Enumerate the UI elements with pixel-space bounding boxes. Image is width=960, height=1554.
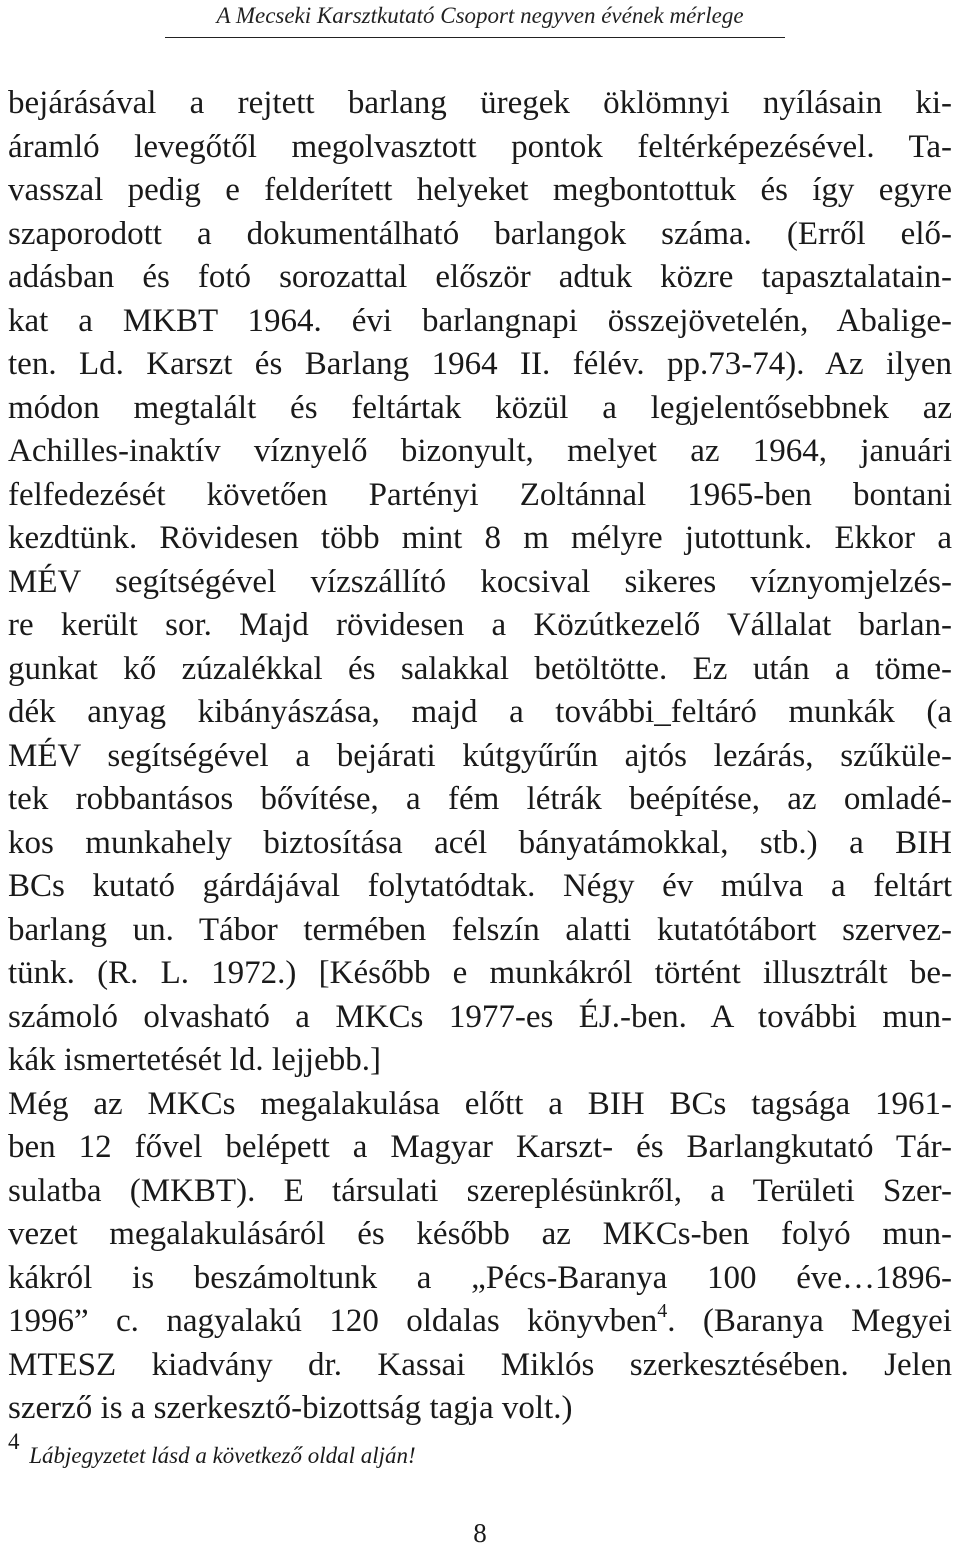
text-line: számoló olvasható a MKCs 1977-es ÉJ.-ben. A további mun- [8, 998, 952, 1035]
text-line: ten. Ld. Karszt és Barlang 1964 II. félév. pp.73-74). Az ilyen [8, 346, 952, 382]
footnote [8, 1429, 948, 1476]
text-segment: 1996” c. nagyalakú 120 oldalas könyvben [8, 1303, 658, 1339]
text-line: BCs kutató gárdájával folytatódtak. Négy év múlva a feltárt [8, 868, 952, 904]
text-line: Achilles-inaktív víznyelő bizonyult, melyet az 1964, januári [8, 433, 952, 469]
text-line: MÉV segítségével vízszállító kocsival sikeres víznyomjelzés- [8, 563, 952, 600]
text-line: MÉV segítségével a bejárati kútgyűrűn ajtós lezárás, szűküle- [8, 737, 952, 774]
running-header: A Mecseki Karsztkutató Csoport negyven évének mérlege [216, 3, 744, 28]
page-number: 8 [473, 1518, 487, 1548]
text-line: módon megtalált és feltártak közül a legjelentősebbnek az [8, 389, 952, 426]
text-line: ben 12 fővel belépett a Magyar Karszt- és Barlangkutató Tár- [8, 1129, 952, 1165]
footnote-mark: 4 [8, 1429, 20, 1454]
text-line: szaporodott a dokumentálható barlangok száma. (Erről elő- [8, 215, 952, 252]
footnote-text: Lábjegyzetet lásd a következő oldal alján! [29, 1443, 416, 1468]
text-line: MTESZ kiadvány dr. Kassai Miklós szerkesztésében. Jelen [8, 1346, 952, 1383]
text-line: vasszal pedig e felderített helyeket megbontottuk és így egyre [8, 172, 952, 208]
text-line: vezet megalakulásáról és később az MKCs-ben folyó mun- [8, 1216, 952, 1252]
text-line: adásban és fotó sorozattal először adtuk közre tapasztalatain- [8, 259, 952, 295]
text-line: dék anyag kibányászása, majd a további_feltáró munkák (a [8, 694, 952, 730]
text-line: kat a MKBT 1964. évi barlangnapi összejövetelén, Abalige- [8, 302, 952, 339]
text-segment: . (Baranya Megyei [667, 1303, 952, 1339]
text-line: áramló levegőtől megolvasztott pontok feltérképezésével. Ta- [8, 128, 952, 165]
header-rule [165, 37, 785, 38]
footnote-reference[interactable]: 4 [657, 1300, 668, 1322]
text-line: kákról is beszámoltunk a „Pécs-Baranya 100 éve…1896- [8, 1259, 952, 1296]
text-line: kos munkahely biztosítása acél bányatámokkal, stb.) a BIH [8, 824, 952, 861]
text-line-last: szerző is a szerkesztő-bizottság tagja volt.) [8, 1390, 573, 1426]
text-line: sulatba (MKBT). E társulati szereplésünkről, a Területi Szer- [8, 1172, 952, 1209]
text-line: Még az MKCs megalakulása előtt a BIH BCs tagsága 1961- [8, 1085, 952, 1122]
text-line: bejárásával a rejtett barlang üregek öklömnyi nyílásain ki- [8, 85, 952, 121]
text-line: gunkat kő zúzalékkal és salakkal betöltötte. Ez után a töme- [8, 650, 952, 687]
text-line: re került sor. Majd rövidesen a Közútkezelő Vállalat barlan- [8, 607, 952, 643]
text-line: barlang un. Tábor termében felszín alatti kutatótábort szervez- [8, 911, 952, 948]
text-line: kák ismertetését ld. lejjebb.] [8, 1042, 381, 1078]
text-line: tünk. (R. L. 1972.) [Később e munkákról történt illusztrált be- [8, 955, 952, 991]
text-line: tek robbantásos bővítése, a fém létrák beépítése, az omladé- [8, 781, 952, 817]
text-line: kezdtünk. Rövidesen több mint 8 m mélyre jutottunk. Ekkor a [8, 520, 952, 556]
body-text [8, 82, 952, 1431]
text-line-with-note [8, 1300, 952, 1344]
text-line: felfedezését követően Partényi Zoltánnal 1965-ben bontani [8, 476, 952, 513]
